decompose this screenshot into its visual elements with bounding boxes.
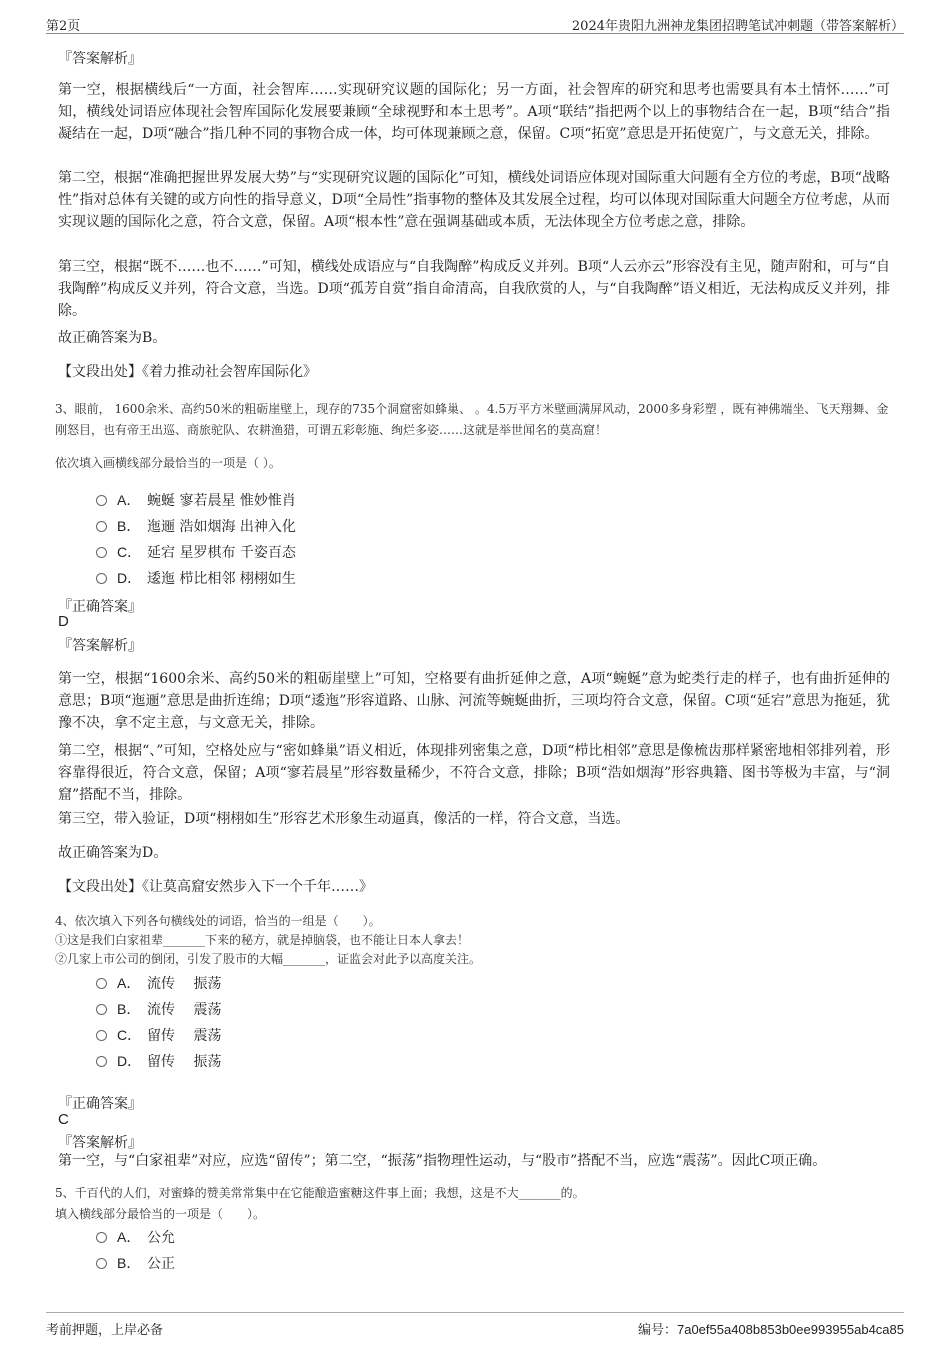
q5-stem: 5、千百代的人们，对蜜蜂的赞美常常集中在它能酿造蜜糖这件事上面；我想，这是不大_______的。 <box>55 1186 585 1200</box>
q4-option-b[interactable]: B． 流传 震荡 <box>96 999 221 1019</box>
radio-icon[interactable] <box>96 1258 107 1269</box>
q4-sentence-1: ①这是我们白家祖辈_______下来的秘方，就是掉脑袋，也不能让日本人拿去！ <box>55 933 470 947</box>
q4-analysis-label: 『答案解析』 <box>58 1135 142 1151</box>
q4-option-c[interactable]: C． 留传 震荡 <box>96 1025 221 1045</box>
radio-icon[interactable] <box>96 1004 107 1015</box>
q4-option-a[interactable]: A． 流传 振荡 <box>96 973 221 993</box>
q3-option-a[interactable]: A． 蜿蜒 寥若晨星 惟妙惟肖 <box>96 490 296 510</box>
radio-icon[interactable] <box>96 978 107 989</box>
q3-source: 【文段出处】《让莫高窟安然步入下一个千年……》 <box>58 879 373 895</box>
q3-correct-label: 『正确答案』 <box>58 599 142 615</box>
radio-icon[interactable] <box>96 547 107 558</box>
q4-analysis: 第一空，与“白家祖辈”对应，应选“留传”；第二空，“振荡”指物理性运动，与“股市”搭配不当，应选“震荡”。因此C项正确。 <box>58 1153 827 1169</box>
q3-option-c[interactable]: C． 延宕 星罗棋布 千姿百态 <box>96 542 296 562</box>
q2-analysis-p3: 第三空，根据“既不……也不……”可知，横线处成语应与“自我陶醉”构成反义并列。B项“人云亦云”形容没有主见，随声附和，可与“自我陶醉”构成反义并列，符合文意，当选。D项“孤芳自赏”指自命清高，自我欣赏的人，与“自我陶醉”语义相近，无法构成反义并列，排除。 <box>58 259 890 319</box>
q3-analysis-p3: 第三空，带入验证，D项“栩栩如生”形容艺术形象生动逼真，像活的一样，符合文意，当选。 <box>58 811 630 827</box>
radio-icon[interactable] <box>96 521 107 532</box>
page-header <box>46 13 904 34</box>
footer-slogan: 考前押题，上岸必备 <box>46 1323 164 1338</box>
q2-analysis-p1: 第一空，根据横线后“一方面，社会智库……实现研究议题的国际化；另一方面，社会智库的研究和思考也需要具有本土情怀……”可知，横线处词语应体现社会智库国际化发展要兼顾“全球视野和本土思考”。A项“联结”指把两个以上的事物结合在一起，B项“结合”指凝结在一起，D项“融合”指几种不同的事物合成一体，均可体现兼顾之意，保留。C项“拓宽”意思是开拓使宽广，与文意无关，排除。 <box>58 82 890 142</box>
q2-conclusion: 故正确答案为B。 <box>58 330 167 346</box>
q5-option-b[interactable]: B． 公正 <box>96 1253 175 1273</box>
q2-source: 【文段出处】《着力推动社会智库国际化》 <box>58 364 317 380</box>
q4-sentence-2: ②几家上市公司的倒闭，引发了股市的大幅_______，证监会对此予以高度关注。 <box>55 952 482 966</box>
q3-analysis-label: 『答案解析』 <box>58 638 142 654</box>
q2-analysis-p2: 第二空，根据“准确把握世界发展大势”与“实现研究议题的国际化”可知，横线处词语应体现对国际重大问题有全方位的考虑，B项“战略性”指对总体有关键的或方向性的指导意义，D项“全局性”指事物的整体及其发展全过程，均可以体现对国际重大问题全方位考虑，从而实现议题的国际化之意，符合文意，保留。A项“根本性”意在强调基础或本质，无法体现全方位考虑之意，排除。 <box>58 170 890 230</box>
q4-stem: 4、依次填入下列各句横线处的词语，恰当的一组是（ ）。 <box>55 914 381 928</box>
q3-option-d[interactable]: D． 逶迤 栉比相邻 栩栩如生 <box>96 568 296 588</box>
q5-option-a[interactable]: A． 公允 <box>96 1227 175 1247</box>
page-footer <box>46 1312 904 1339</box>
q3-analysis-p1: 第一空，根据“1600余米、高约50米的粗砺崖壁上”可知，空格要有曲折延伸之意，A项“蜿蜒”意为蛇类行走的样子，也有曲折延伸的意思；B项“迤逦”意思是曲折连绵；D项“逶迤”形容道路、山脉、河流等蜿蜒曲折，三项均符合文意，保留。C项“延宕”意思为拖延，犹豫不决，拿不定主意，与文意无关，排除。 <box>58 671 890 731</box>
q4-option-d[interactable]: D． 留传 振荡 <box>96 1051 221 1071</box>
q2-analysis-label: 『答案解析』 <box>58 51 142 67</box>
q4-correct-label: 『正确答案』 <box>58 1096 142 1112</box>
document-title: 2024年贵阳九洲神龙集团招聘笔试冲刺题（带答案解析） <box>571 19 904 34</box>
q3-instruction: 依次填入画横线部分最恰当的一项是（ ）。 <box>55 456 281 470</box>
q3-option-b[interactable]: B． 迤逦 浩如烟海 出神入化 <box>96 516 296 536</box>
q3-conclusion: 故正确答案为D。 <box>58 845 168 861</box>
document-id: 编号：7a0ef55a408b853b0ee993955ab4ca85 <box>637 1322 904 1337</box>
q3-correct-answer: D <box>58 613 69 630</box>
radio-icon[interactable] <box>96 1056 107 1067</box>
q5-instruction: 填入横线部分最恰当的一项是（ ）。 <box>55 1207 266 1221</box>
q3-stem: 3、眼前， 1600余米、高约50米的粗砺崖壁上，现存的735个洞窟密如蜂巢、 。4.5万平方米壁画满屏风动，2000多身彩塑 ，既有神佛端坐、飞天翔舞、金刚怒目，也有帝王出巡、商旅驼队、农耕渔猎，可谓五彩彰施、绚烂多姿……这就是举世闻名的莫高窟！ <box>55 402 889 437</box>
page-number: 第2页 <box>46 19 81 34</box>
radio-icon[interactable] <box>96 1232 107 1243</box>
q4-correct-answer: C <box>58 1111 69 1128</box>
radio-icon[interactable] <box>96 573 107 584</box>
radio-icon[interactable] <box>96 495 107 506</box>
q3-analysis-p2: 第二空，根据“、”可知，空格处应与“密如蜂巢”语义相近，体现排列密集之意，D项“栉比相邻”意思是像梳齿那样紧密地相邻排列着，形容靠得很近，符合文意，保留；A项“寥若晨星”形容数量稀少，不符合文意，排除；B项“浩如烟海”形容典籍、图书等极为丰富，与“洞窟”搭配不当，排除。 <box>58 743 890 803</box>
radio-icon[interactable] <box>96 1030 107 1041</box>
